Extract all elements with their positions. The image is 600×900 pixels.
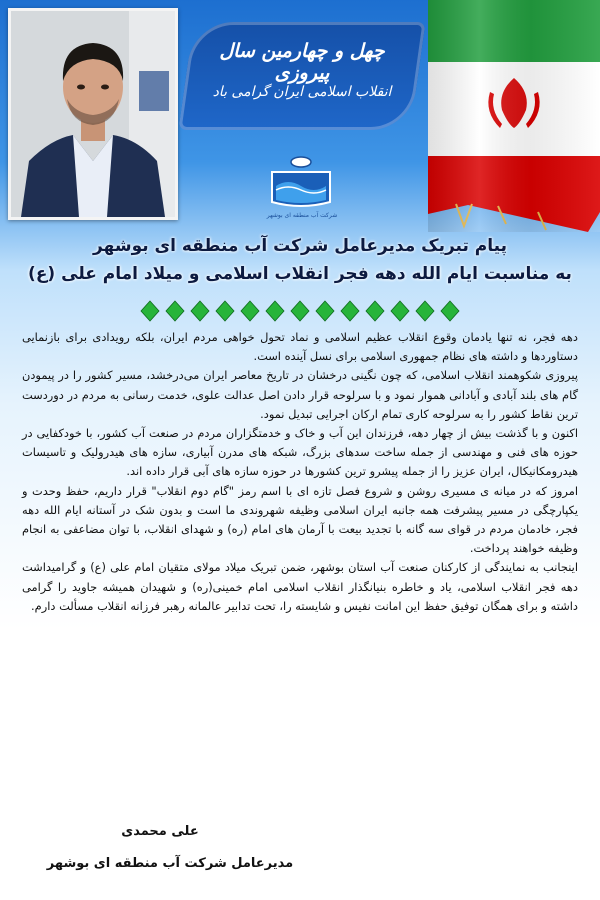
banner-line-1: چهل و چهارمین سال پیروزی bbox=[219, 40, 385, 84]
signature-title: مدیرعامل شرکت آب منطقه ای بوشهر bbox=[46, 856, 294, 871]
logo-caption: شرکت آب منطقه ای بوشهر bbox=[266, 212, 338, 219]
diamond-separator-icon bbox=[140, 300, 460, 322]
water-company-logo-icon bbox=[268, 150, 334, 210]
message-body bbox=[22, 328, 578, 616]
iran-flag-icon bbox=[428, 0, 600, 232]
banner-line-2: انقلاب اسلامی ایران گرامی باد bbox=[212, 84, 392, 100]
body-paragraph-2: پیروزی شکوهمند انقلاب اسلامی، که چون نگینی درخشان در تاریخ معاصر ایران می‌درخشد، مسیر کشور را در پیمودن گام های بلند آبادی و آبادانی هموار نمود و با سرلوحه قرار دادن اصل عدالت علوی، خدمت رسانی به مردم در دوردست ترین نقاط کشور را به سرلوحه کاری تمام ارکان اجرایی تبدیل نمود. bbox=[22, 368, 578, 421]
portrait-illustration bbox=[11, 11, 175, 217]
body-paragraph-3: اکنون و با گذشت بیش از چهار دهه، فرزندان این آب و خاک و خدمتگزاران مردم در صنعت آب کشور، با خودکفایی در حوزه های فنی و مهندسی از جمله ساخت سدهای بزرگ، شبکه های مدرن آبیاری، سازه های هیدرولیک و تاسیسات هیدرومکانیکال، ایران عزیز را از جمله پیشرو ترین کشورها در حوزه سازه های آبی قرار داده اند. bbox=[22, 426, 578, 479]
headline-line-1: پیام تبریک مدیرعامل شرکت آب منطقه ای بوشهر bbox=[93, 236, 507, 256]
anniversary-banner bbox=[186, 22, 418, 130]
body-paragraph-4: امروز که در میانه ی مسیری روشن و شروع فصل تازه ای با اسم رمز "گام دوم انقلاب" قرار داریم، حفظ وحدت و یکپارچگی در مسیر پیشرفت همه جانبه ایران اسلامی وظیفه شهروندی ما است و بدون شک در آستانه ایام الله دهه فجر، خادمان مردم در قوای سه گانه با تجدید بیعت با آرمان های امام (ره) و شهدای انقلاب، با توان مضاعفی به انجام وظیفه خواهند پرداخت. bbox=[22, 483, 578, 556]
headline-line-2: به مناسبت ایام الله دهه فجر انقلاب اسلامی و میلاد امام علی (ع) bbox=[28, 264, 572, 284]
portrait-photo bbox=[8, 8, 178, 220]
signature-name: علی محمدی bbox=[121, 824, 199, 839]
body-paragraph-1: دهه فجر، نه تنها یادمان وقوع انقلاب عظیم اسلامی و نماد تحول خواهی مردم ایران، بلکه رویدادی برای بازنمایی دستاوردها و داشته های نظام جمهوری اسلامی برای نسل آینده است. bbox=[22, 330, 578, 364]
body-paragraph-5: اینجانب به نمایندگی از کارکنان صنعت آب استان بوشهر، ضمن تبریک میلاد مولای متقیان امام علی (ع) و گرامیداشت دهه فجر انقلاب اسلامی، یاد و خاطره بنیانگذار انقلاب اسلامی امام خمینی(ره) و شهیدان همیشه جاوید را گرامی داشته و برای همگان توفیق حفظ این امانت نفیس و شایسته را، تحت تدابیر عالمانه رهبر فرزانه انقلاب مسألت دارم. bbox=[22, 560, 578, 613]
